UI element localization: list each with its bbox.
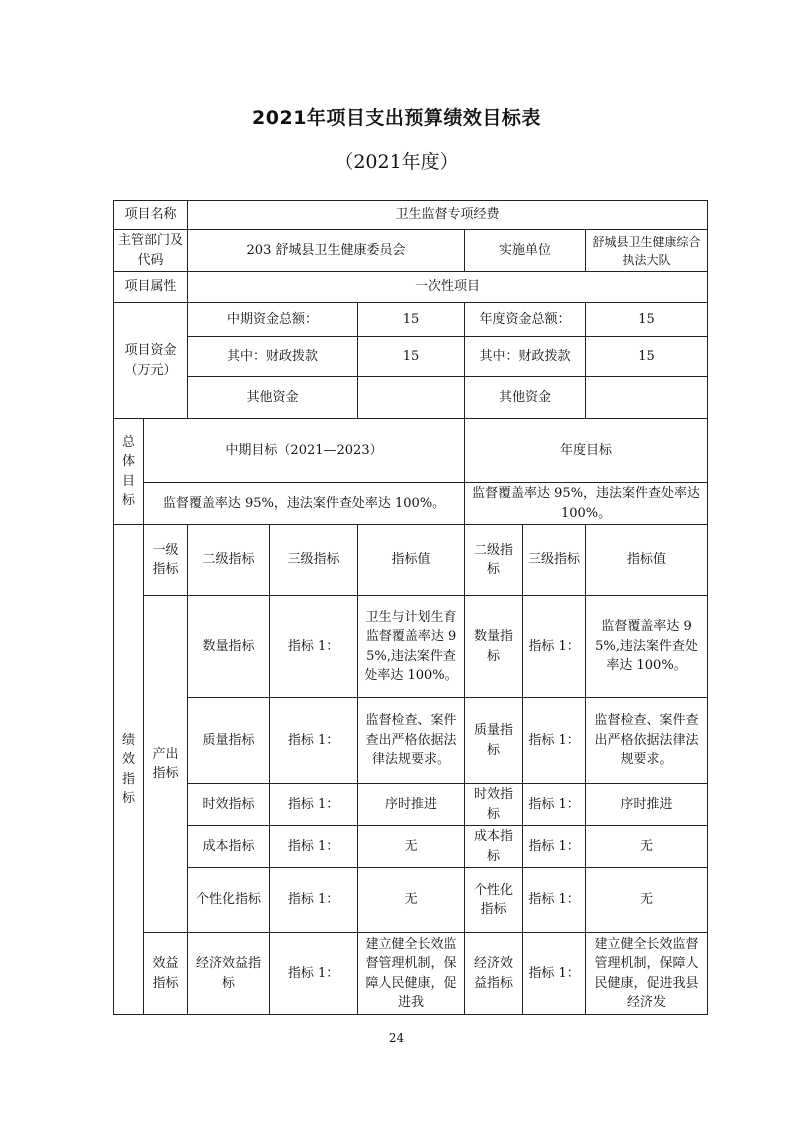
year-level2-header: 二级指标	[465, 525, 523, 596]
mid-other-value	[358, 377, 465, 419]
year-fiscal-label: 其中：财政拨款	[465, 337, 586, 377]
year-other-value	[586, 377, 708, 419]
year-l3-cell: 指标 1：	[523, 933, 586, 1015]
l2-cell: 个性化指标	[188, 868, 270, 933]
l3-cell: 指标 1：	[270, 596, 358, 698]
table-row	[114, 698, 708, 784]
year-l3-cell: 指标 1：	[523, 868, 586, 933]
value-cell: 监督检查、案件查出严格依据法律法规要求。	[358, 698, 465, 784]
impl-value: 舒城县卫生健康综合执法大队	[586, 230, 708, 272]
table-row	[114, 272, 708, 303]
value-header: 指标值	[358, 525, 465, 596]
table-row	[114, 377, 708, 419]
table-row	[114, 868, 708, 933]
year-value-cell: 无	[586, 826, 708, 868]
year-value-cell: 监督覆盖率达 95%,违法案件查处率达 100%。	[586, 596, 708, 698]
level1-header: 一级指标	[144, 525, 188, 596]
dept-value: 203 舒城县卫生健康委员会	[188, 230, 465, 272]
value-cell: 建立健全长效监督管理机制，保障人民健康，促进我	[358, 933, 465, 1015]
overall-target-label: 总体目标	[114, 419, 144, 525]
year-l2-cell: 经济效益指标	[465, 933, 523, 1015]
l2-cell: 时效指标	[188, 784, 270, 826]
l3-cell: 指标 1：	[270, 933, 358, 1015]
benefit-indicator-label: 效益指标	[144, 933, 188, 1015]
table-row	[114, 337, 708, 377]
perf-indicator-label: 绩效指标	[114, 525, 144, 1015]
year-l2-cell: 质量指标	[465, 698, 523, 784]
table-row	[114, 784, 708, 826]
attr-label: 项目属性	[114, 272, 188, 303]
performance-target-table	[113, 200, 708, 1015]
year-total-value: 15	[586, 303, 708, 337]
dept-label: 主管部门及代码	[114, 230, 188, 272]
year-fiscal-value: 15	[586, 337, 708, 377]
value-cell: 无	[358, 826, 465, 868]
project-name-value: 卫生监督专项经费	[188, 201, 708, 230]
l3-cell: 指标 1：	[270, 698, 358, 784]
year-l2-cell: 时效指标	[465, 784, 523, 826]
page-number: 24	[388, 1031, 405, 1045]
mid-total-label: 中期资金总额：	[188, 303, 358, 337]
level2-header: 二级指标	[188, 525, 270, 596]
funds-label: 项目资金（万元）	[114, 303, 188, 419]
mid-other-label: 其他资金	[188, 377, 358, 419]
page-title: 2021年项目支出预算绩效目标表	[252, 107, 541, 129]
year-l3-cell: 指标 1：	[523, 596, 586, 698]
attr-value: 一次性项目	[188, 272, 708, 303]
year-l2-cell: 成本指标	[465, 826, 523, 868]
l2-cell: 经济效益指标	[188, 933, 270, 1015]
mid-total-value: 15	[358, 303, 465, 337]
project-name-label: 项目名称	[114, 201, 188, 230]
table-row	[114, 826, 708, 868]
year-value-cell: 监督检查、案件查出严格依据法律法规要求。	[586, 698, 708, 784]
page-subtitle: （2021年度）	[334, 151, 459, 173]
level3-header: 三级指标	[270, 525, 358, 596]
table-row	[114, 525, 708, 596]
table-row	[114, 230, 708, 272]
l2-cell: 数量指标	[188, 596, 270, 698]
year-value-header: 指标值	[586, 525, 708, 596]
table-row	[114, 201, 708, 230]
value-cell: 序时推进	[358, 784, 465, 826]
year-total-label: 年度资金总额：	[465, 303, 586, 337]
year-value-cell: 无	[586, 868, 708, 933]
impl-label: 实施单位	[465, 230, 586, 272]
l3-cell: 指标 1：	[270, 784, 358, 826]
mid-target-text: 监督覆盖率达 95%，违法案件查处率达 100%。	[144, 483, 465, 525]
year-target-text: 监督覆盖率达 95%，违法案件查处率达 100%。	[465, 483, 708, 525]
l2-cell: 成本指标	[188, 826, 270, 868]
mid-fiscal-value: 15	[358, 337, 465, 377]
output-indicator-label: 产出指标	[144, 596, 188, 933]
value-cell: 卫生与计划生育监督覆盖率达 95%,违法案件查处率达 100%。	[358, 596, 465, 698]
table-row	[114, 933, 708, 1015]
table-row	[114, 303, 708, 337]
year-l3-cell: 指标 1：	[523, 698, 586, 784]
year-l3-cell: 指标 1：	[523, 784, 586, 826]
l3-cell: 指标 1：	[270, 868, 358, 933]
year-l3-cell: 指标 1：	[523, 826, 586, 868]
mid-target-header: 中期目标（2021—2023）	[144, 419, 465, 483]
table-row	[114, 483, 708, 525]
year-l2-cell: 数量指标	[465, 596, 523, 698]
mid-fiscal-label: 其中：财政拨款	[188, 337, 358, 377]
year-level3-header: 三级指标	[523, 525, 586, 596]
year-target-header: 年度目标	[465, 419, 708, 483]
year-value-cell: 建立健全长效监督管理机制，保障人民健康，促进我县经济发	[586, 933, 708, 1015]
l3-cell: 指标 1：	[270, 826, 358, 868]
year-l2-cell: 个性化指标	[465, 868, 523, 933]
table-row	[114, 596, 708, 698]
value-cell: 无	[358, 868, 465, 933]
year-value-cell: 序时推进	[586, 784, 708, 826]
year-other-label: 其他资金	[465, 377, 586, 419]
table-row	[114, 419, 708, 483]
l2-cell: 质量指标	[188, 698, 270, 784]
